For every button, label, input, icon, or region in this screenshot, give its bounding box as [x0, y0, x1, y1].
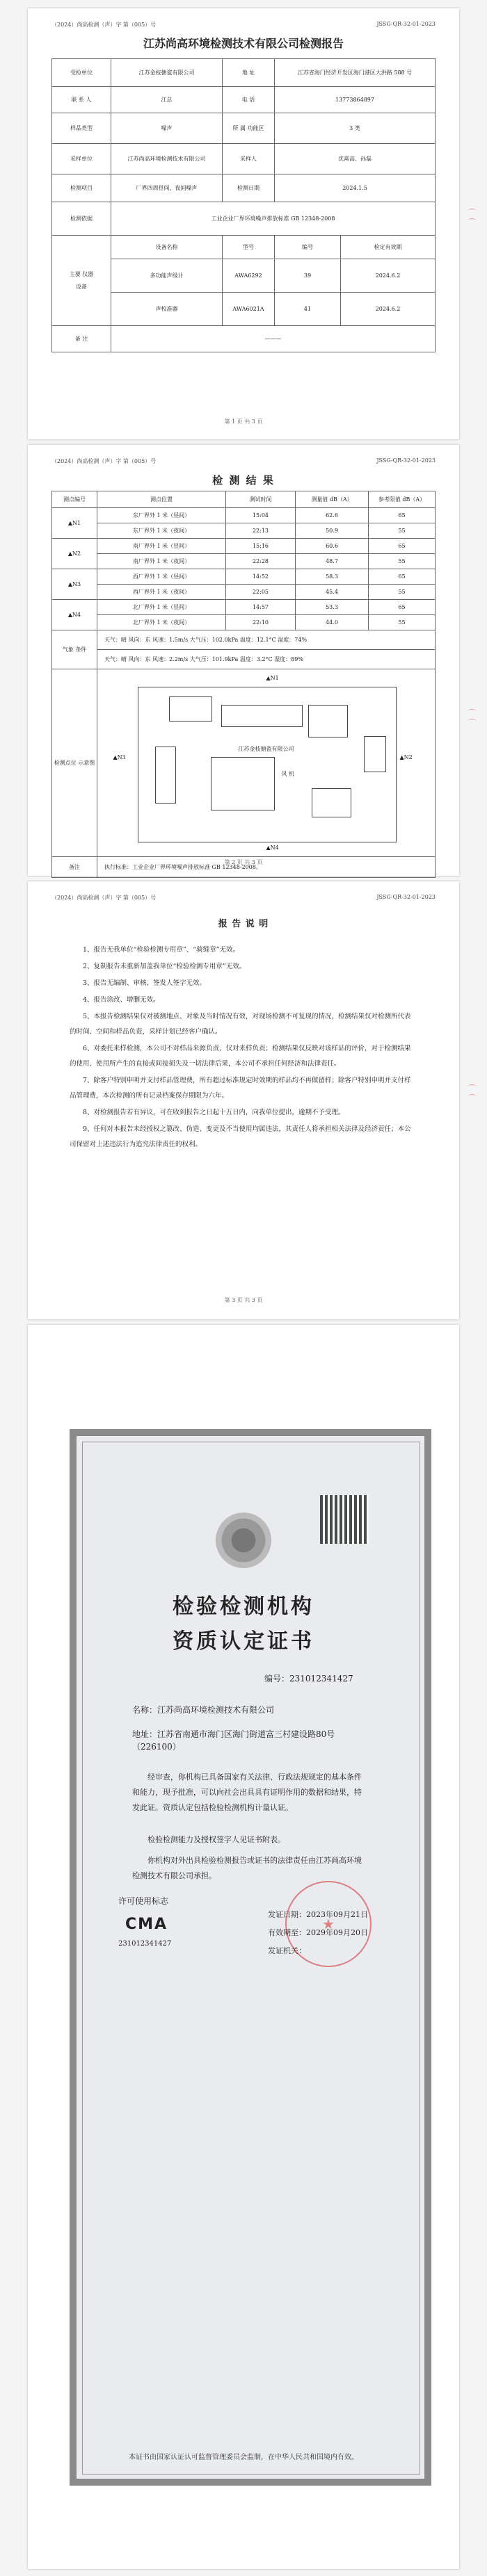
measured: 44.0 — [296, 615, 369, 630]
seam-seal: ⌒⌒ — [467, 1084, 477, 1104]
cert-number-label: 编号： — [264, 1674, 290, 1684]
location: 南厂界外 1 米（夜间） — [97, 554, 226, 569]
remark-value: ——— — [111, 326, 436, 352]
measured: 48.7 — [296, 554, 369, 569]
client-value: 江苏金枝搪瓷有限公司 — [111, 59, 223, 87]
report-page-3 — [28, 881, 459, 1319]
name-label: 名称： — [132, 1705, 158, 1715]
seam-seal: ⌒⌒ — [467, 709, 477, 728]
form-number: JSSG-QR-32-01-2023 — [376, 894, 436, 900]
remark-label: 备 注 — [52, 326, 111, 352]
name-value: 江苏尚高环境检测技术有限公司 — [157, 1705, 275, 1715]
certificate-title-2: 资质认定证书 — [173, 1629, 314, 1654]
measure-point-n3: ▲N3 — [113, 753, 126, 760]
location: 东厂界外 1 米（夜间） — [97, 523, 226, 539]
location: 西厂界外 1 米（夜间） — [97, 585, 226, 600]
col-header-time: 测试时间 — [226, 491, 296, 508]
report-number: （2024）尚高检测（声）字 第（005）号 — [51, 458, 157, 464]
time: 22:13 — [226, 523, 296, 539]
page-footer: 第 2 页 共 3 页 — [224, 859, 263, 865]
location: 东厂界外 1 米（昼间） — [97, 508, 226, 523]
building — [364, 736, 386, 772]
equip-header-model: 型号 — [223, 236, 275, 259]
weather-night: 天气：晴 风向：东 风速：2.2m/s 大气压：101.9kPa 温度：3.2°C 湿度：89% — [97, 650, 436, 669]
location: 北厂界外 1 米（昼间） — [97, 600, 226, 615]
note-item: 2、复制报告未重新加盖我单位“检验检测专用章”无效。 — [83, 963, 246, 970]
certificate-title-1: 检验检测机构 — [173, 1595, 314, 1619]
measured: 50.9 — [296, 523, 369, 539]
report-number: （2024）尚高检测（声）字 第（005）号 — [51, 895, 157, 901]
building — [155, 747, 176, 804]
cma-label: 许可使用标志 — [118, 1896, 169, 1906]
equipment-label: 主要 仪器 设备 — [52, 236, 111, 326]
col-header-limit: 参考限值 dB（A） — [369, 491, 436, 508]
function-area-label: 所 属 功能区 — [223, 113, 275, 144]
time: 15:16 — [226, 539, 296, 554]
building — [211, 757, 275, 810]
sampling-people-label: 采样人 — [223, 144, 275, 174]
weather-label: 气象 条件 — [52, 630, 97, 669]
expiry-date-label: 有效期至： — [268, 1928, 306, 1937]
certificate-page — [28, 1325, 459, 2569]
certificate-number — [264, 1672, 353, 1684]
measured: 60.6 — [296, 539, 369, 554]
address-value: 江苏省海门经济开发区海门港区大洪路 588 号 — [275, 59, 436, 87]
test-item-label: 检测项目 — [52, 174, 111, 202]
report-info-table — [51, 58, 436, 352]
time: 22:28 — [226, 554, 296, 569]
col-header-location: 测点位置 — [97, 491, 226, 508]
note-item: 5、本报告检测结果仅对被测地点、对象及当时情况有效，对现场检测不可复现的情况，检测结果仅对检测所代表的时间、空间和样品负责，采样计划已经客户确认。 — [70, 1013, 411, 1036]
limit: 65 — [369, 600, 436, 615]
sample-type-label: 样品类型 — [52, 113, 111, 144]
page-header — [51, 457, 436, 465]
note-item: 3、报告无编制、审核、签发人签字无效。 — [83, 979, 207, 987]
address-value: 江苏省南通市海门区海门街道富三村建设路80号（226100） — [132, 1729, 335, 1752]
issue-date-label: 发证日期： — [268, 1910, 306, 1919]
equip-2-name: 声校准器 — [111, 293, 223, 326]
national-emblem-icon — [216, 1513, 271, 1568]
time: 14:57 — [226, 600, 296, 615]
limit: 65 — [369, 569, 436, 585]
location: 北厂界外 1 米（夜间） — [97, 615, 226, 630]
sample-type-value: 噪声 — [111, 113, 223, 144]
measure-point-n4: ▲N4 — [266, 844, 279, 851]
form-number: JSSG-QR-32-01-2023 — [376, 457, 436, 464]
building — [308, 705, 348, 737]
contact-label: 联 系 人 — [52, 87, 111, 113]
weather-day: 天气：晴 风向：东 风速：1.5m/s 大气压：102.0kPa 温度：12.1°C 湿度：74% — [97, 630, 436, 650]
measure-point-n2: ▲N2 — [399, 753, 413, 760]
measure-point-n1: ▲N1 — [266, 674, 279, 681]
test-basis-label: 检测依据 — [52, 202, 111, 236]
time: 14:52 — [226, 569, 296, 585]
contact-value: 江总 — [111, 87, 223, 113]
map-label: 检测点位 示意图 — [52, 669, 97, 857]
report-page-2 — [28, 445, 459, 876]
sampling-people-value: 沈熹高、孙磊 — [275, 144, 436, 174]
limit: 55 — [369, 615, 436, 630]
limit: 55 — [369, 554, 436, 569]
report-title: 江苏尚高环境检测技术有限公司检测报告 — [143, 37, 344, 50]
cma-logo: CMA — [125, 1916, 168, 1933]
results-title: 检 测 结 果 — [212, 474, 275, 487]
limit: 65 — [369, 508, 436, 523]
test-item-value: 厂界四周昼间、夜间噪声 — [111, 174, 223, 202]
remark-label: 备注 — [52, 857, 97, 878]
page-header — [51, 21, 436, 28]
equip-1-name: 多功能声级计 — [111, 259, 223, 293]
note-item: 7、除客户特别申明并支付样品管理费，所有超过标准规定时效期的样品均不再做留样；除客户特别申明并支付样品管理费，本次检测的所有记录档案保存期限为六年。 — [70, 1077, 411, 1100]
equip-header-number: 编号 — [275, 236, 341, 259]
site-map — [99, 670, 433, 856]
point-id: ▲N2 — [52, 539, 97, 569]
point-id: ▲N4 — [52, 600, 97, 630]
note-item: 4、报告涂改、增删无效。 — [83, 996, 160, 1004]
equip-1-number: 39 — [275, 259, 341, 293]
time: 22:10 — [226, 615, 296, 630]
wind-fan-label: 风 机 — [281, 770, 295, 777]
location: 西厂界外 1 米（昼间） — [97, 569, 226, 585]
test-date-value: 2024.1.5 — [275, 174, 436, 202]
point-id: ▲N1 — [52, 508, 97, 539]
page-footer: 第 3 页 共 3 页 — [224, 1297, 263, 1303]
sample-count-value: 3 类 — [275, 113, 436, 144]
point-id: ▲N3 — [52, 569, 97, 600]
qr-code-icon — [320, 1495, 369, 1544]
seam-seal: ⌒⌒ — [467, 209, 477, 228]
site-map-cell — [97, 669, 436, 857]
equip-header-name: 设备名称 — [111, 236, 223, 259]
expiry-date-value: 2029年09月20日 — [306, 1928, 368, 1937]
notes-title: 报 告 说 明 — [218, 919, 269, 929]
measured: 58.3 — [296, 569, 369, 585]
building — [221, 705, 303, 727]
measured: 45.4 — [296, 585, 369, 600]
phone-value: 13773864897 — [275, 87, 436, 113]
location: 南厂界外 1 米（昼间） — [97, 539, 226, 554]
note-item: 6、对委托来样检测，本公司不对样品来源负责，仅对来样负责；检测结果仅反映对该样品的评价，对于检测结果的使用、使用所产生的直接或间接损失及一切法律后果，本公司不承担任何经济和法律责任。 — [70, 1045, 411, 1068]
issuer: 发证机关： — [268, 1946, 306, 1955]
cma-number: 231012341427 — [118, 1940, 172, 1948]
time: 22:05 — [226, 585, 296, 600]
test-date-label: 检测日期 — [223, 174, 275, 202]
client-label: 受检单位 — [52, 59, 111, 87]
organization-name — [132, 1704, 274, 1715]
phone-label: 电 话 — [223, 87, 275, 113]
note-item: 1、报告无我单位“检验检测专用章”、“骑缝章”无效。 — [83, 946, 239, 954]
certificate-body-2: 检验检测能力及授权签字人见证书附表。 — [147, 1835, 285, 1844]
building — [169, 696, 212, 722]
col-header-point: 测点编号 — [52, 491, 97, 508]
equip-header-valid: 检定有效期 — [341, 236, 436, 259]
address-label: 地 址 — [223, 59, 275, 87]
limit: 55 — [369, 523, 436, 539]
certificate-bottom-note: 本证书由国家认证认可监督管理委员会监制，在中华人民共和国境内有效。 — [129, 2454, 358, 2461]
equip-1-model: AWA6292 — [223, 259, 275, 293]
equip-2-number: 41 — [275, 293, 341, 326]
organization-address — [132, 1728, 369, 1753]
issue-date-value: 2023年09月21日 — [306, 1910, 368, 1919]
note-item: 9、任何对本报告未经授权之篡改、伪造、变更及不当使用均属违法，其责任人将承担相关法律及经济责任；本公司保留对上述违法行为追究法律责任的权利。 — [70, 1125, 411, 1148]
test-basis-value: 工业企业厂界环境噪声排放标准 GB 12348-2008 — [111, 202, 436, 236]
equip-2-model: AWA6021A — [223, 293, 275, 326]
certificate-body: 经审查，你机构已具备国家有关法律、行政法规规定的基本条件和能力，现予批准，可以向社会出具具有证明作用的数据和结果，特发此证。资质认定包括检验检测机构计量认证。 — [132, 1772, 362, 1812]
company-label: 江苏金枝搪瓷有限公司 — [238, 745, 294, 752]
page-header — [51, 894, 436, 902]
col-header-measured: 测量值 dB（A） — [296, 491, 369, 508]
form-number: JSSG-QR-32-01-2023 — [376, 21, 436, 27]
sampler-value: 江苏尚高环境检测技术有限公司 — [111, 144, 223, 174]
results-table — [51, 491, 436, 878]
sampler-label: 采样单位 — [52, 144, 111, 174]
measured: 62.6 — [296, 508, 369, 523]
report-page-1 — [28, 8, 459, 439]
limit: 65 — [369, 539, 436, 554]
address-label: 地址： — [132, 1729, 158, 1739]
issuing-authority-seal: ★ — [285, 1881, 372, 1967]
page-footer: 第 1 页 共 3 页 — [224, 418, 263, 425]
report-number: （2024）尚高检测（声）字 第（005）号 — [51, 22, 157, 28]
remark-value: 执行标准：工业企业厂界环境噪声排放标准 GB 12348-2008。 — [97, 857, 436, 878]
building — [312, 788, 351, 817]
certificate-body-3: 你机构对外出具检验检测报告或证书的法律责任由江苏尚高环境检测技术有限公司承担。 — [132, 1856, 362, 1880]
cert-number-value: 231012341427 — [289, 1674, 353, 1684]
measured: 53.3 — [296, 600, 369, 615]
time: 15:04 — [226, 508, 296, 523]
equip-1-valid: 2024.6.2 — [341, 259, 436, 293]
notes-list — [70, 943, 417, 1154]
limit: 55 — [369, 585, 436, 600]
equip-2-valid: 2024.6.2 — [341, 293, 436, 326]
note-item: 8、对检测报告若有异议，可在收到报告之日起十五日内，向我单位提出，逾期不予受理。 — [83, 1109, 345, 1116]
